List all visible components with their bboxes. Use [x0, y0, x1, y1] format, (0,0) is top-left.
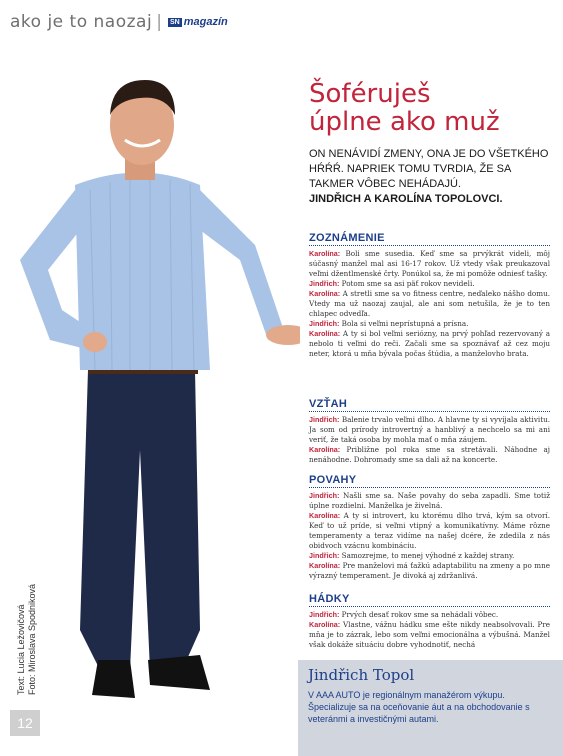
section-label: ako je to naozaj |	[10, 12, 163, 32]
bio-name: Jindřich Topol	[308, 666, 415, 684]
section-heading: POVAHY	[309, 474, 550, 488]
logo-badge: SN	[170, 18, 180, 26]
text-credit: Text: Lucia Ležovičová	[16, 604, 26, 695]
paragraph: Karolína: A ty si bol veľmi seriózny, na prvý pohľad rezervovaný a nebolo ti veľmi do reči. Začali sme sa spoznávať až cez moju neter, ktorá u mňa bývala počas štúdia, a manželovho brata.	[309, 329, 550, 358]
section-heading: HÁDKY	[309, 593, 550, 607]
section-heading: VZŤAH	[309, 398, 550, 412]
paragraph: Jindřich: Našli sme sa. Naše povahy do seba zapadli. Sme totiž úplne rozdielni. Manželka je živelná.	[309, 491, 550, 510]
paragraph: Karolína: Boli sme susedia. Keď sme sa prvýkrát videli, môj súčasný manžel mal asi 16-17 rokov. Už vtedy však preukazoval veľmi džentlmenské črty. Ponúkol sa, že mi pomôže odniesť tašky.	[309, 249, 550, 278]
magazine-logo	[168, 16, 228, 28]
section-heading: ZOZNÁMENIE	[309, 232, 550, 246]
section-vztah	[309, 398, 550, 465]
photo-credits	[16, 555, 56, 695]
paragraph: Karolína: A stretli sme sa vo fitness centre, neďaleko nášho domu. Vtedy ma už naozaj zaujal, ale ani som netušila, že je to ten chlapec odvedľa.	[309, 289, 550, 318]
section-zoznamenie	[309, 232, 550, 359]
bio-box	[298, 660, 563, 756]
article-title: Šoféruješ úplne ako muž	[309, 79, 500, 137]
paragraph: Jindřich: Prvých desať rokov sme sa nehádali vôbec.	[309, 610, 499, 619]
bio-text: V AAA AUTO je regionálnym manažérom výkupu. Špecializuje sa na oceňovanie áut a na obchodovanie s veteránmi a investičnými autami.	[308, 690, 530, 724]
page-number: 12	[10, 710, 40, 736]
paragraph: Karolína: Približne pol roka sme sa stretávali. Náhodne aj nenáhodne. Dohromady sme sa dali až na koncerte.	[309, 445, 550, 464]
paragraph: Karolína: Vlastne, vážnu hádku sme ešte nikdy neabsolvovali. Pre mňa je to zázrak, lebo som veľmi emocionálna a výbušná. Manžel však dokáže situáciu dobre vyhodnotiť, nechá	[309, 620, 550, 649]
paragraph: Jindřich: Balenie trvalo veľmi dlho. A hlavne ty si vyvíjala aktivitu. Ja som od prírody introvertný a hanblivý a nechcelo sa mi ani veriť, že taká osoba by mohla mať o mňa záujem.	[309, 415, 550, 444]
paragraph: Jindřich: Samozrejme, to menej výhodné z každej strany.	[309, 551, 515, 560]
section-hadky	[309, 593, 550, 650]
article-lead: ON NENÁVIDÍ ZMENY, ONA JE DO VŠETKÉHO HŔŔŔ. NAPRIEK TOMU TVRDIA, ŽE SA TAKMER VÔBEC NEHÁDAJÚ. JINDŘICH A KAROLÍNA TOPOLOVCI.	[309, 148, 549, 205]
logo-word: magazín	[183, 16, 228, 28]
paragraph: Karolína: A ty si introvert, ku ktorému dlho trvá, kým sa otvorí. Keď to už príde, si veľmi vtipný a komunikatívny. Máme rôzne temperamenty a teraz vidíme na našej dcére, že zdedila z nás obidvoch vzácnu kombináciu.	[309, 511, 550, 550]
photo-credit: Foto: Miroslava Spodniková	[27, 583, 37, 695]
paragraph: Karolína: Pre manželovi má ťažkú adaptabilitu na zmeny a po mne výrazný temperament. Je divoká aj zdržanlivá.	[309, 561, 550, 580]
paragraph: Jindřich: Bola si veľmi neprístupná a prísna.	[309, 319, 469, 328]
paragraph: Jindřich: Potom sme sa asi päť rokov nevideli.	[309, 279, 475, 288]
section-povahy	[309, 474, 550, 581]
